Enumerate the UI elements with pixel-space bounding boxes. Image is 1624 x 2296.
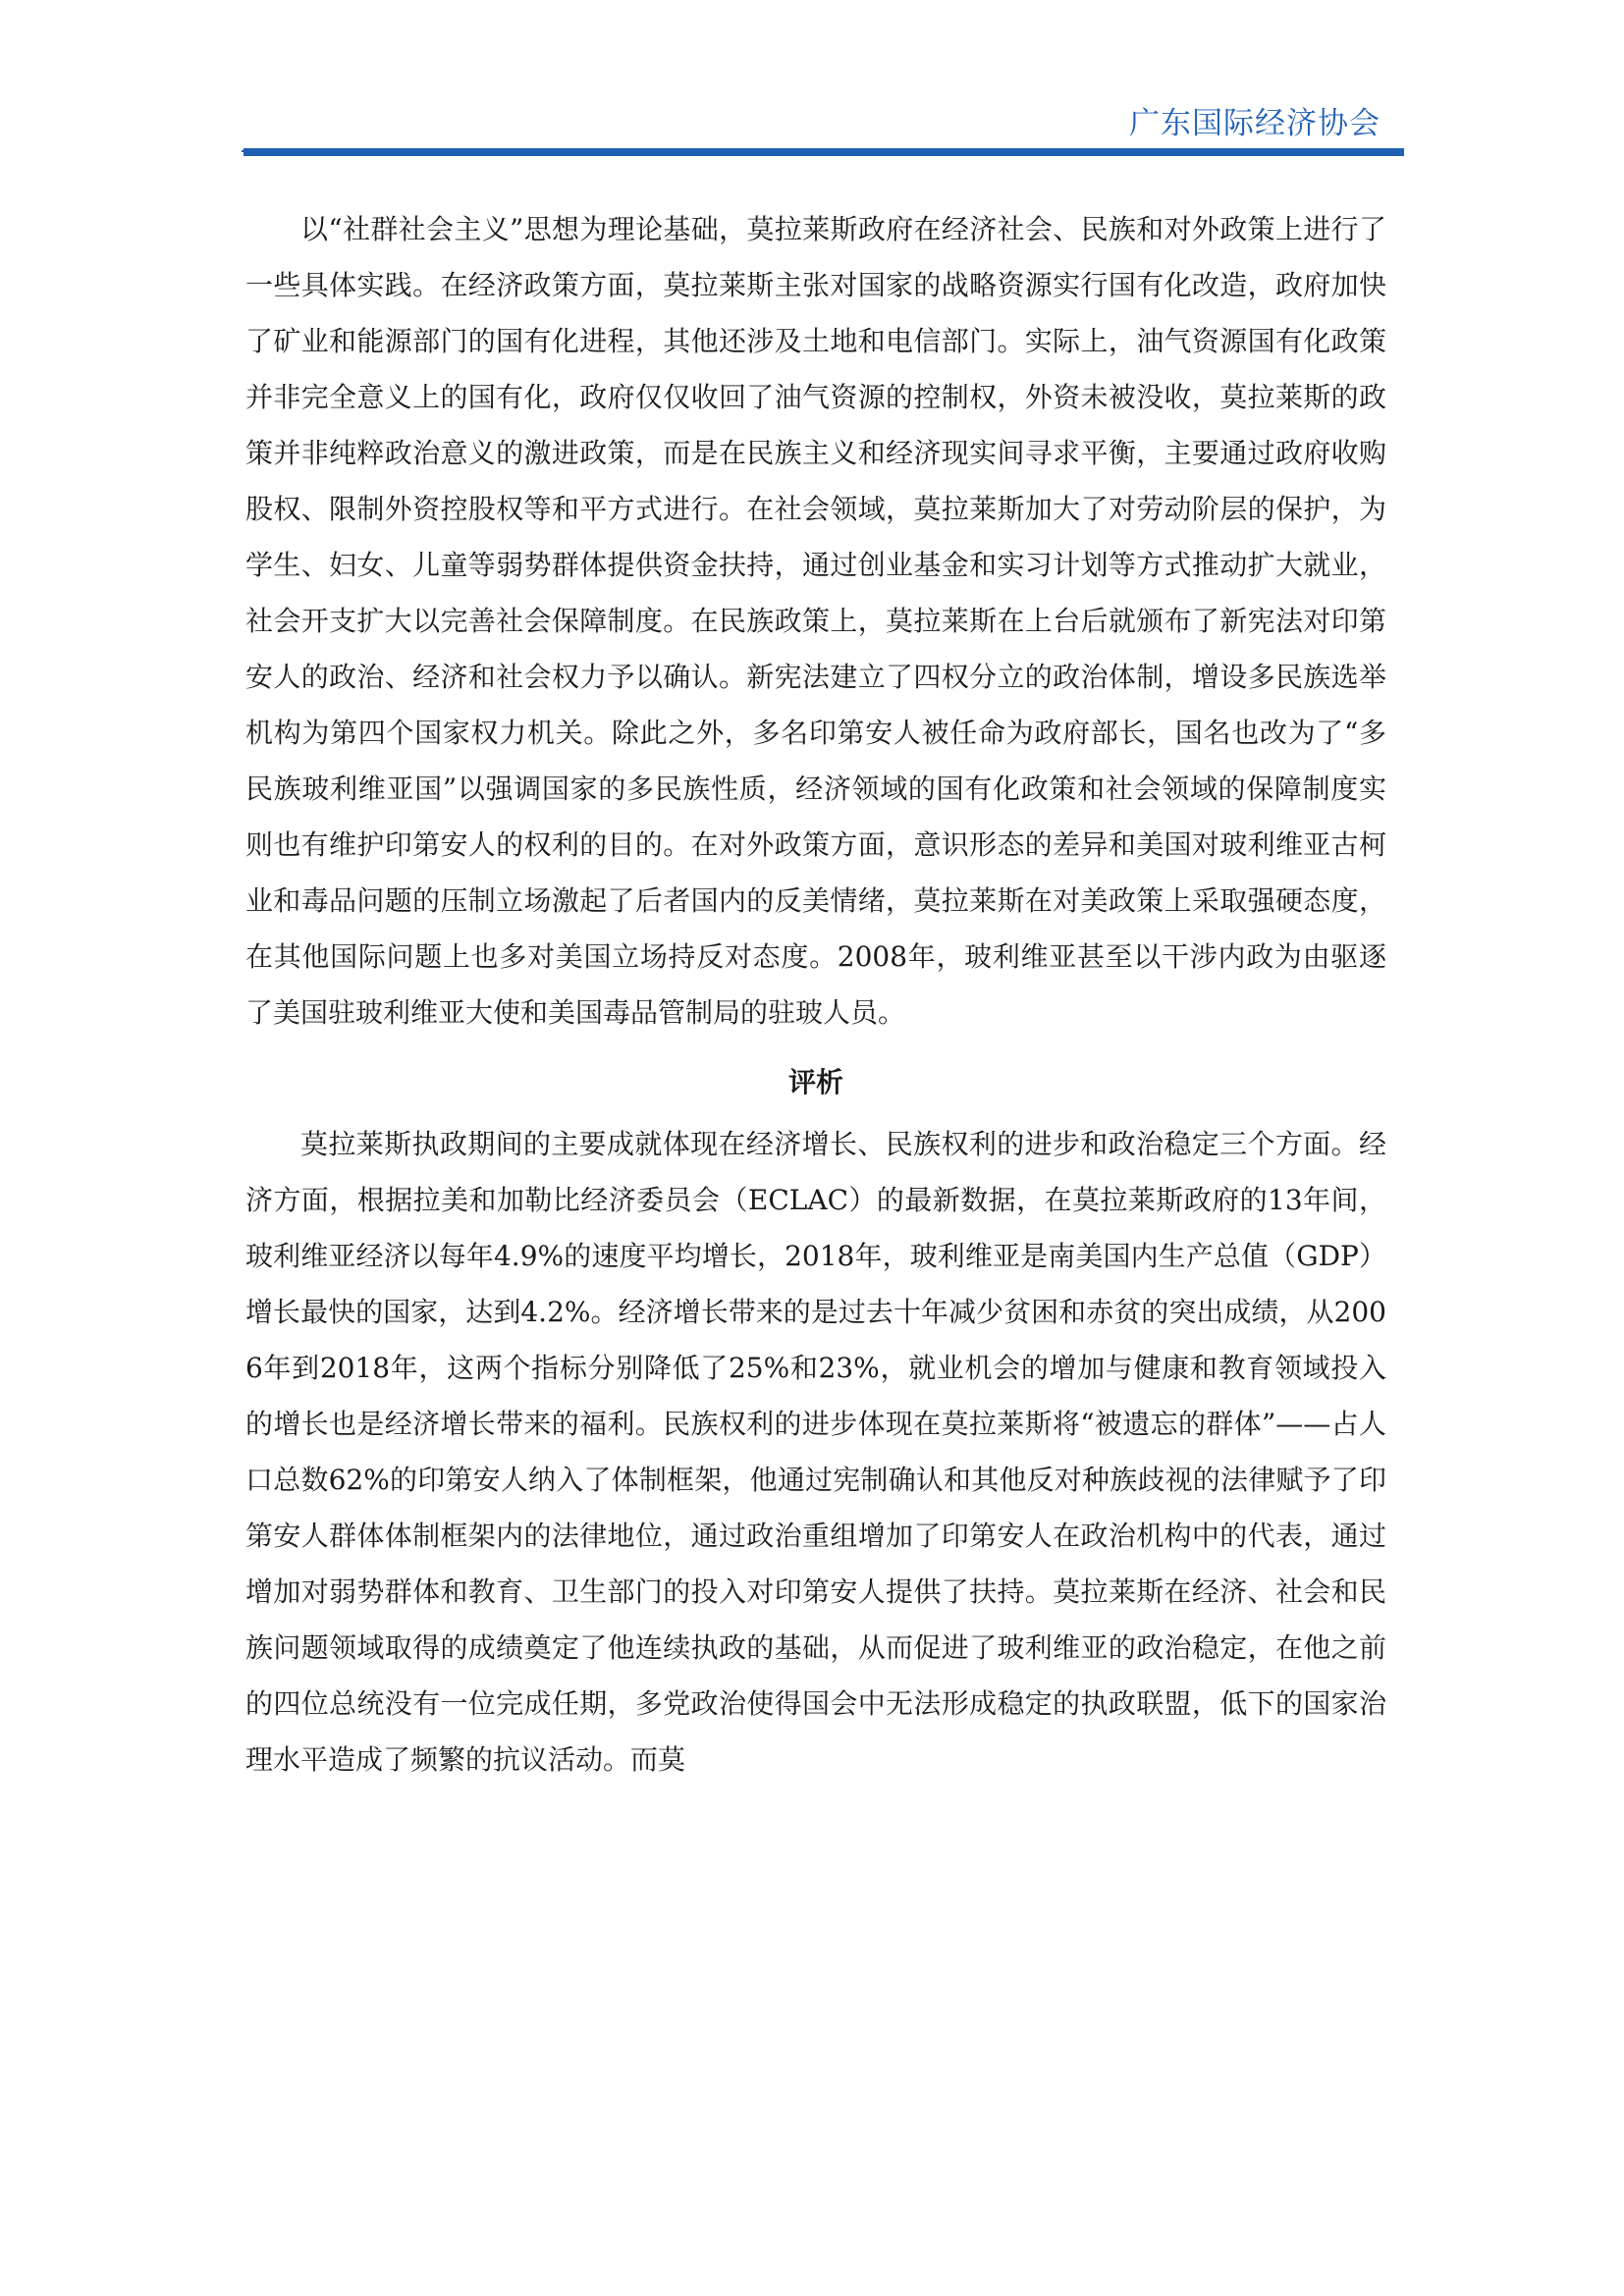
section-title: 评析 <box>787 1066 843 1098</box>
header-org-name: 广东国际经济协会 <box>1129 106 1380 141</box>
document-body <box>245 201 1386 1788</box>
body-paragraph-2: 莫拉莱斯执政期间的主要成就体现在经济增长、民族权利的进步和政治稳定三个方面。经济方面，根据拉美和加勒比经济委员会（ECLAC）的最新数据，在莫拉莱斯政府的13年间，玻利维亚经济以每年4.9%的速度平均增长，2018年，玻利维亚是南美国内生产总值（GDP）增长最快的国家，达到4.2%。经济增长带来的是过去十年减少贫困和赤贫的突出成绩，从2006年到2018年，这两个指标分别降低了25%和23%，就业机会的增加与健康和教育领域投入的增长也是经济增长带来的福利。民族权利的进步体现在莫拉莱斯将“被遗忘的群体”——占人口总数62%的印第安人纳入了体制框架，他通过宪制确认和其他反对种族歧视的法律赋予了印第安人群体体制框架内的法律地位，通过政治重组增加了印第安人在政治机构中的代表，通过增加对弱势群体和教育、卫生部门的投入对印第安人提供了扶持。莫拉莱斯在经济、社会和民族问题领域取得的成绩奠定了他连续执政的基础，从而促进了玻利维亚的政治稳定，在他之前的四位总统没有一位完成任期，多党政治使得国会中无法形成稳定的执政联盟，低下的国家治理水平造成了频繁的抗议活动。而莫 <box>245 1128 1386 1776</box>
header-divider <box>244 148 1404 156</box>
body-paragraph-1: 以“社群社会主义”思想为理论基础，莫拉莱斯政府在经济社会、民族和对外政策上进行了一些具体实践。在经济政策方面，莫拉莱斯主张对国家的战略资源实行国有化改造，政府加快了矿业和能源部门的国有化进程，其他还涉及土地和电信部门。实际上，油气资源国有化政策并非完全意义上的国有化，政府仅仅收回了油气资源的控制权，外资未被没收，莫拉莱斯的政策并非纯粹政治意义的激进政策，而是在民族主义和经济现实间寻求平衡，主要通过政府收购股权、限制外资控股权等和平方式进行。在社会领域，莫拉莱斯加大了对劳动阶层的保护，为学生、妇女、儿童等弱势群体提供资金扶持，通过创业基金和实习计划等方式推动扩大就业，社会开支扩大以完善社会保障制度。在民族政策上，莫拉莱斯在上台后就颁布了新宪法对印第安人的政治、经济和社会权力予以确认。新宪法建立了四权分立的政治体制，增设多民族选举机构为第四个国家权力机关。除此之外，多名印第安人被任命为政府部长，国名也改为了“多民族玻利维亚国”以强调国家的多民族性质，经济领域的国有化政策和社会领域的保障制度实则也有维护印第安人的权利的目的。在对外政策方面，意识形态的差异和美国对玻利维亚古柯业和毒品问题的压制立场激起了后者国内的反美情绪，莫拉莱斯在对美政策上采取强硬态度，在其他国际问题上也多对美国立场持反对态度。2008年，玻利维亚甚至以干涉内政为由驱逐了美国驻玻利维亚大使和美国毒品管制局的驻玻人员。 <box>245 213 1386 1029</box>
